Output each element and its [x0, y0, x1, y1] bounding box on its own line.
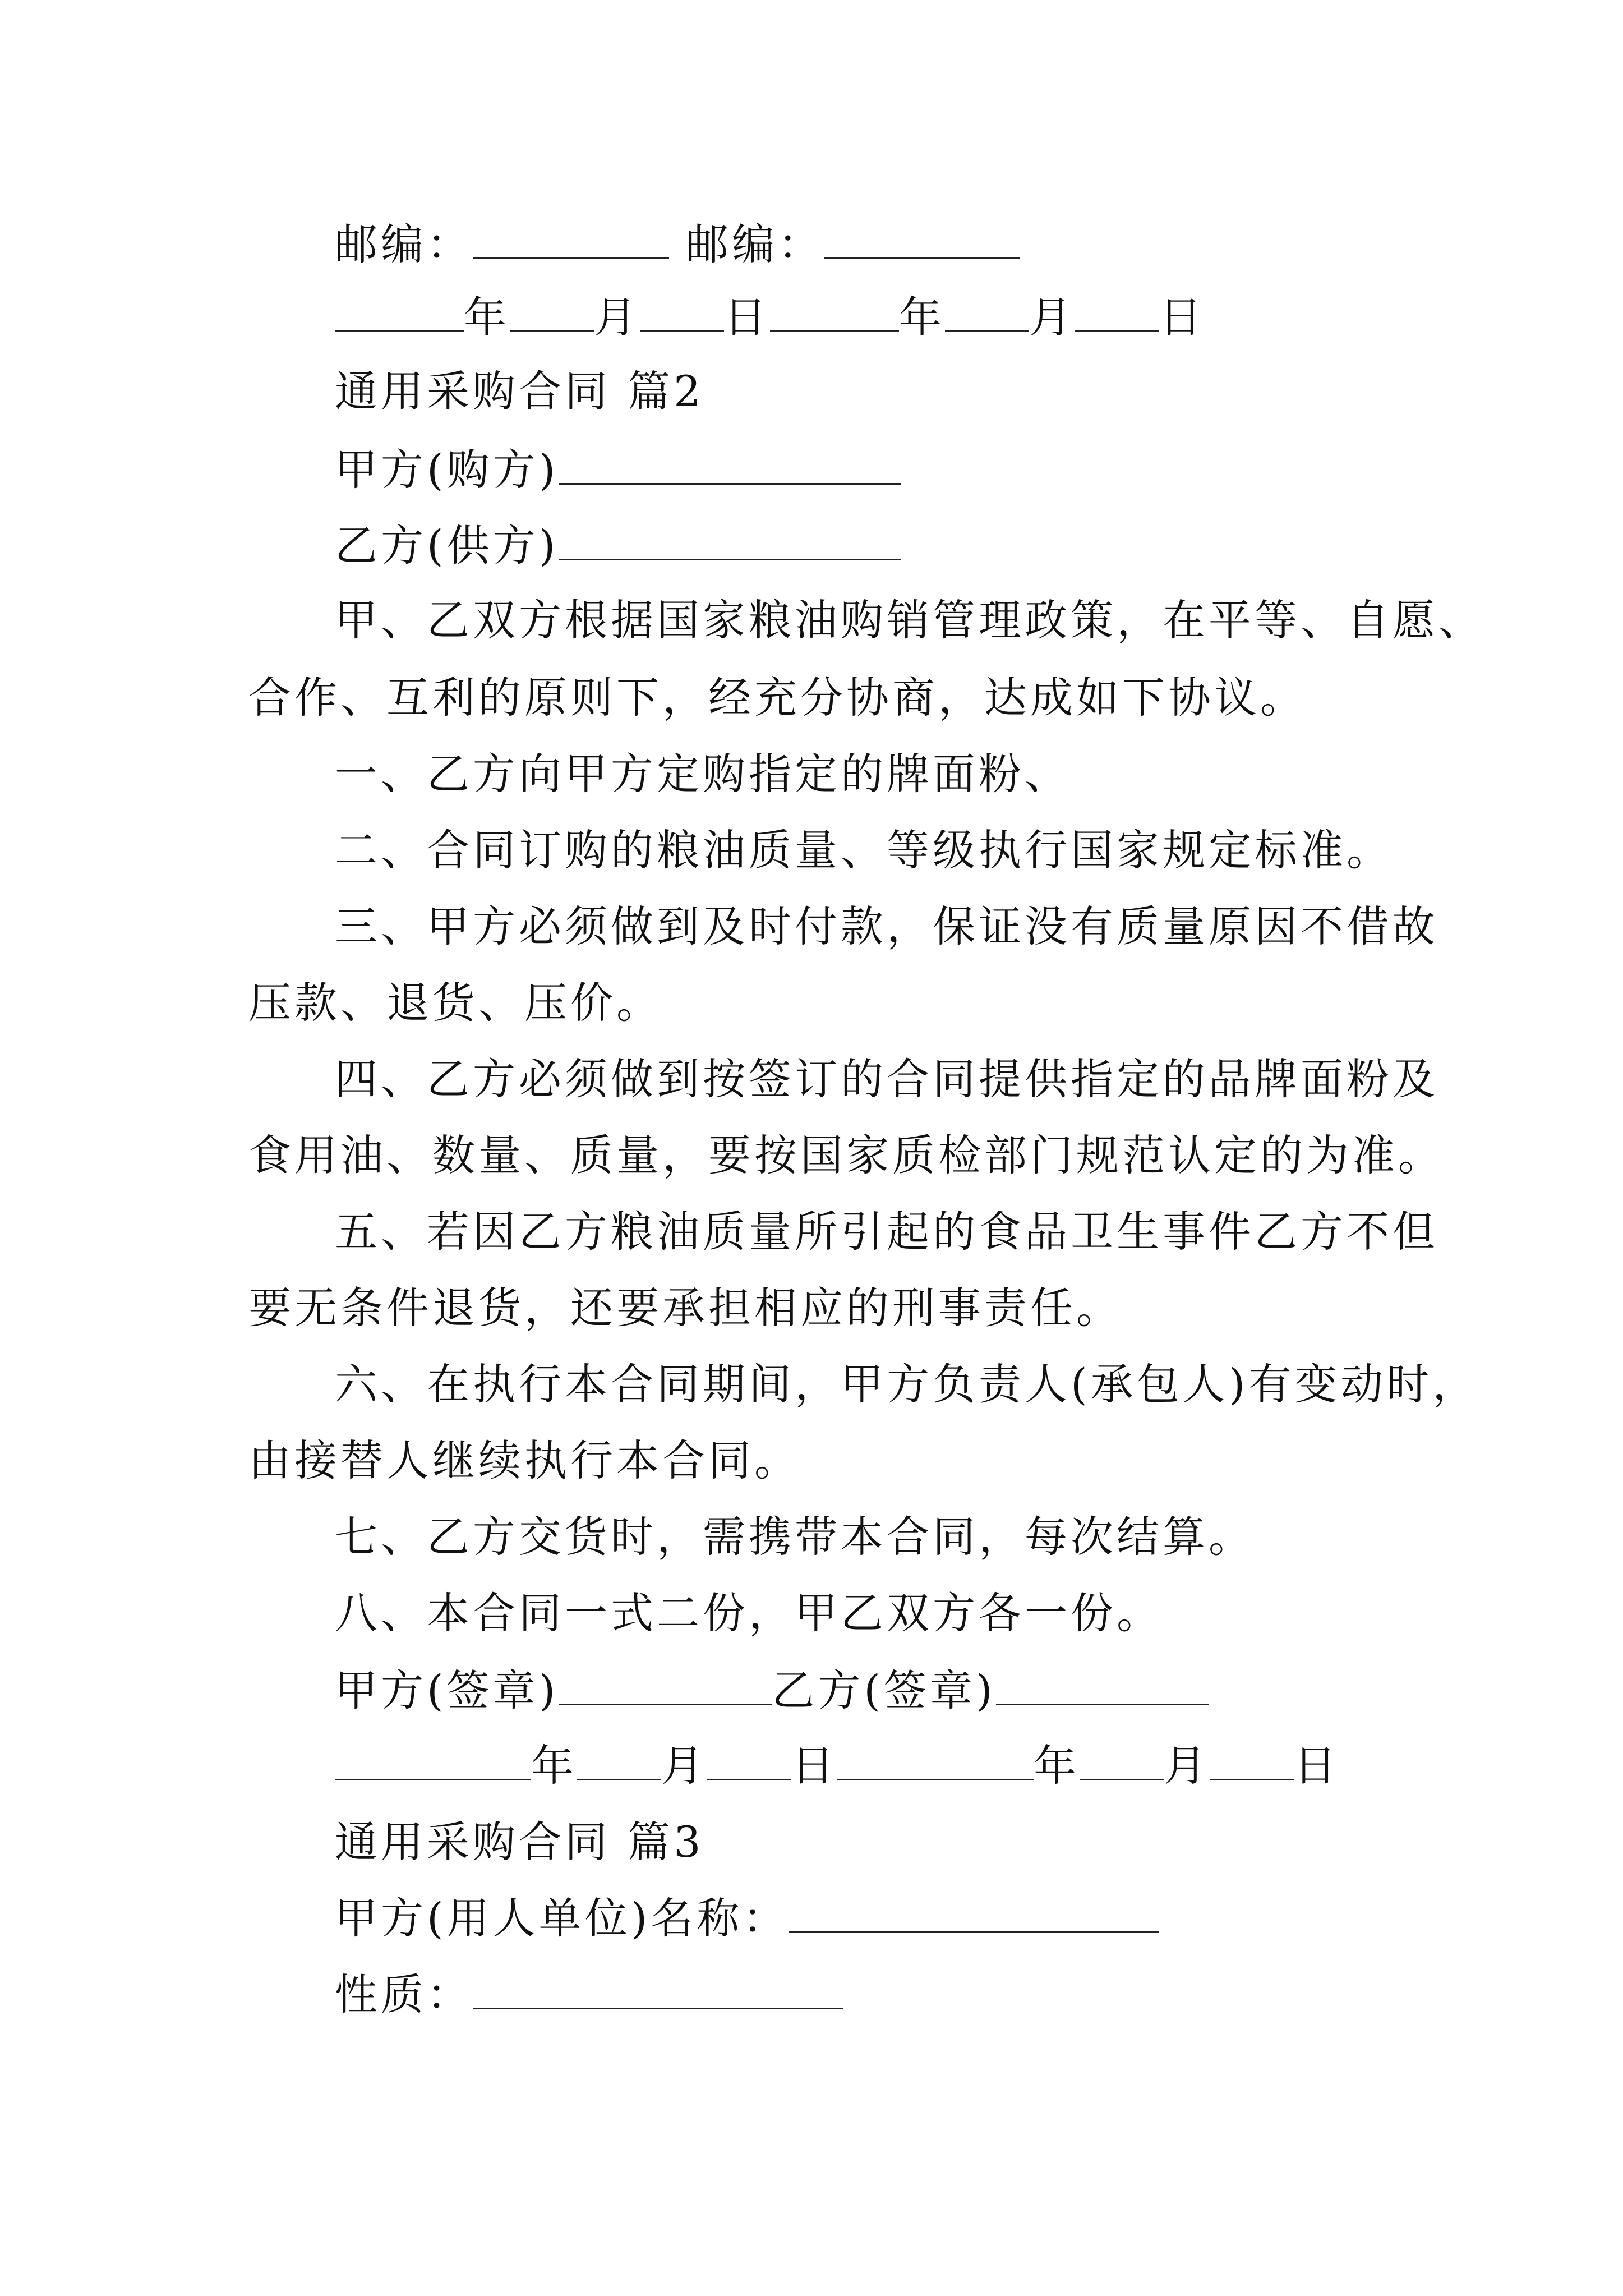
- month-label-2: 月: [1029, 292, 1075, 342]
- year-blank-4[interactable]: [837, 1742, 1034, 1780]
- sign-label-b: 乙方(签章): [772, 1665, 996, 1715]
- year-label-4: 年: [1034, 1741, 1080, 1791]
- clause-3: 三、甲方必须做到及时付款，保证没有质量原因不借故: [335, 901, 1438, 951]
- party-b-label: 乙方(供方): [335, 521, 559, 570]
- day-blank-2[interactable]: [1075, 293, 1159, 332]
- month-blank-3[interactable]: [577, 1742, 661, 1780]
- day-label-2: 日: [1159, 292, 1205, 342]
- year-blank-2[interactable]: [770, 293, 899, 332]
- employer-line: [335, 1892, 1159, 1945]
- day-blank-3[interactable]: [707, 1742, 791, 1780]
- postcode-blank-a[interactable]: [473, 220, 669, 259]
- date-line-2: [335, 1739, 1340, 1793]
- date-line-1: [335, 291, 1205, 344]
- employer-blank[interactable]: [789, 1894, 1159, 1933]
- month-blank-4[interactable]: [1080, 1742, 1164, 1780]
- party-b-line: [335, 519, 901, 573]
- signature-line: [335, 1664, 1209, 1718]
- year-blank-3[interactable]: [335, 1742, 531, 1780]
- year-label-2: 年: [899, 292, 945, 342]
- day-blank-4[interactable]: [1210, 1742, 1294, 1780]
- clause-2: 二、合同订购的粮油质量、等级执行国家规定标准。: [335, 825, 1393, 875]
- section-title-3: 通用采购合同 篇3: [335, 1817, 704, 1867]
- postcode-blank-b[interactable]: [824, 220, 1020, 259]
- month-blank-2[interactable]: [945, 293, 1029, 332]
- day-label-1: 日: [724, 292, 770, 342]
- day-label-4: 日: [1294, 1741, 1340, 1791]
- clause-5: 五、若因乙方粮油质量所引起的食品卫生事件乙方不但: [335, 1207, 1438, 1257]
- month-blank-1[interactable]: [510, 293, 594, 332]
- clause-8: 八、本合同一式二份，甲乙双方各一份。: [335, 1588, 1163, 1638]
- month-label-4: 月: [1164, 1741, 1210, 1791]
- clause-5-cont: 要无条件退货，还要承担相应的刑事责任。: [248, 1283, 1122, 1333]
- postcode-line: [335, 218, 1020, 272]
- clause-4-cont: 食用油、数量、质量，要按国家质检部门规范认定的为准。: [248, 1130, 1444, 1180]
- nature-label: 性质：: [335, 1970, 473, 2019]
- month-label-3: 月: [661, 1741, 707, 1791]
- party-b-blank[interactable]: [559, 522, 901, 560]
- clause-7: 七、乙方交货时，需携带本合同，每次结算。: [335, 1512, 1255, 1562]
- employer-label: 甲方(用人单位)名称：: [335, 1893, 789, 1943]
- nature-blank[interactable]: [473, 1971, 843, 2009]
- clause-3-cont: 压款、退货、压价。: [248, 978, 662, 1028]
- section-title-2: 通用采购合同 篇2: [335, 366, 704, 416]
- paragraph-line: 合作、互利的原则下，经充分协商，达成如下协议。: [248, 673, 1306, 723]
- party-a-line: [335, 443, 901, 497]
- clause-6-cont: 由接替人继续执行本合同。: [248, 1435, 800, 1485]
- sign-blank-b[interactable]: [996, 1667, 1209, 1705]
- sign-label-a: 甲方(签章): [335, 1665, 559, 1715]
- sign-blank-a[interactable]: [559, 1667, 772, 1705]
- postcode-label-b: 邮编：: [686, 219, 824, 269]
- nature-line: [335, 1968, 843, 2022]
- day-blank-1[interactable]: [640, 293, 724, 332]
- party-a-label: 甲方(购方): [335, 445, 559, 495]
- year-label-1: 年: [464, 292, 510, 342]
- clause-6: 六、在执行本合同期间，甲方负责人(承包人)有变动时，: [335, 1359, 1479, 1409]
- paragraph-line: 甲、乙双方根据国家粮油购销管理政策，在平等、自愿、: [335, 595, 1484, 645]
- clause-1: 一、乙方向甲方定购指定的牌面粉、: [335, 749, 1071, 799]
- month-label-1: 月: [594, 292, 640, 342]
- year-blank-1[interactable]: [335, 293, 464, 332]
- clause-4: 四、乙方必须做到按签订的合同提供指定的品牌面粉及: [335, 1054, 1438, 1104]
- year-label-3: 年: [531, 1741, 577, 1791]
- postcode-label-a: 邮编：: [335, 219, 473, 269]
- party-a-blank[interactable]: [559, 446, 901, 485]
- day-label-3: 日: [791, 1741, 837, 1791]
